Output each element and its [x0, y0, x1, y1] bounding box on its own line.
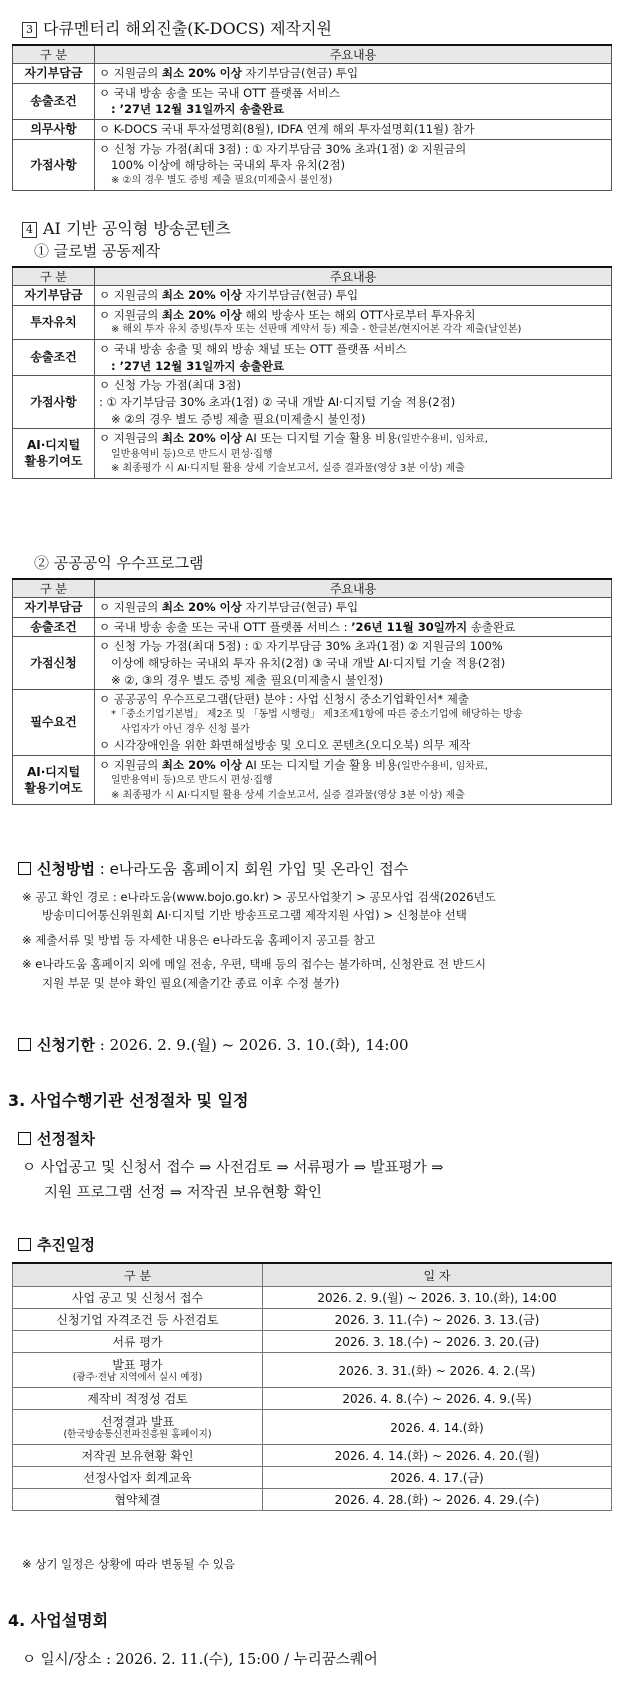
procedure-label: 선정절차 — [37, 1130, 95, 1148]
checkbox-square-icon — [18, 1038, 31, 1051]
kdocs-table — [12, 44, 612, 191]
row-label: AI·디지털 활용기여도 — [13, 755, 95, 805]
apply-method-heading — [18, 858, 408, 879]
schedule-note: ※ 상기 일정은 상황에 따라 변동될 수 있음 — [22, 1557, 235, 1571]
row-label: 송출조건 — [13, 339, 95, 375]
header-content: 주요내용 — [95, 579, 612, 598]
schedule-date: 2026. 3. 18.(수) ~ 2026. 3. 20.(금) — [263, 1331, 612, 1353]
row-label: 송출조건 — [13, 83, 95, 119]
table-header-row — [13, 579, 612, 598]
header-category: 구 분 — [13, 45, 95, 64]
row-content: ㅇ 지원금의 최소 20% 이상 자기부담금(현금) 투입 — [95, 286, 612, 306]
checkbox-square-icon — [18, 862, 31, 875]
table-row — [13, 429, 612, 479]
row-content — [95, 376, 612, 429]
content-line: ㅇ 지원금의 최소 20% 이상 AI 또는 디지털 기술 활용 비용(일반수용비, 임차료, — [99, 431, 488, 446]
header-content: 주요내용 — [95, 267, 612, 286]
schedule-item: 신청기업 자격조건 등 사전검토 — [13, 1309, 263, 1331]
schedule-label: 추진일정 — [37, 1236, 95, 1254]
content-note: 일반용역비 등)으로 반드시 편성·집행 — [111, 775, 273, 787]
row-content — [95, 83, 612, 119]
row-label: 필수요건 — [13, 690, 95, 755]
table-header-row — [13, 45, 612, 64]
schedule-item: 제작비 적정성 검토 — [13, 1388, 263, 1410]
row-label: 가점사항 — [13, 139, 95, 190]
deadline-heading — [18, 1034, 409, 1055]
deadline-text: : 2026. 2. 9.(월) ~ 2026. 3. 10.(화), 14:00 — [99, 1036, 409, 1054]
schedule-date: 2026. 4. 14.(화) — [263, 1410, 612, 1445]
schedule-item: 선정사업자 회계교육 — [13, 1467, 263, 1489]
note-line: ※ 제출서류 및 방법 등 자세한 내용은 e나라도움 홈페이지 공고를 참고 — [22, 932, 376, 947]
content-line: ㅇ 국내 방송 송출 또는 국내 OTT 플랫폼 서비스 — [99, 85, 340, 100]
table-row — [13, 1410, 612, 1445]
table-row — [13, 1445, 612, 1467]
schedule-date: 2026. 4. 8.(수) ~ 2026. 4. 9.(목) — [263, 1388, 612, 1410]
table-row — [13, 637, 612, 690]
content-line: : ① 자기부담금 30% 초과(1점) ② 국내 개발 AI·디지털 기술 적용(2점) — [99, 394, 456, 409]
content-line: ㅇ 시각장애인을 위한 화면해설방송 및 오디오 콘텐츠(오디오북) 의무 제작 — [99, 738, 471, 753]
schedule-date: 2026. 3. 31.(화) ~ 2026. 4. 2.(목) — [263, 1353, 612, 1388]
section-title: 다큐멘터리 해외진출(K-DOCS) 제작지원 — [43, 19, 332, 38]
table-row — [13, 755, 612, 805]
section-heading-kdocs — [22, 16, 332, 39]
row-content — [95, 339, 612, 375]
schedule-date: 2026. 2. 9.(월) ~ 2026. 3. 10.(화), 14:00 — [263, 1287, 612, 1309]
public-program-table — [12, 578, 612, 805]
schedule-item: 사업 공고 및 신청서 접수 — [13, 1287, 263, 1309]
content-line: ㅇ 신청 가능 가점(최대 5점) : ① 자기부담금 30% 초과(1점) ② 지원금의 100% — [99, 639, 503, 654]
global-coproduction-table — [12, 266, 612, 479]
row-label: 투자유치 — [13, 305, 95, 339]
header-content: 주요내용 — [95, 45, 612, 64]
row-content: ㅇ K-DOCS 국내 투자설명회(8월), IDFA 연계 해외 투자설명회(11월) 참가 — [95, 120, 612, 140]
row-label: AI·디지털 활용기여도 — [13, 429, 95, 479]
row-content — [95, 637, 612, 690]
section-title: AI 기반 공익형 방송콘텐츠 — [43, 219, 231, 238]
note-line: 지원 부문 및 분야 확인 필요(제출기간 종료 이후 수정 불가) — [42, 975, 340, 990]
table-row — [13, 120, 612, 140]
schedule-item: 선정결과 발표 (한국방송통신전파진흥원 홈페이지) — [13, 1410, 263, 1445]
table-row — [13, 64, 612, 84]
checkbox-square-icon — [18, 1132, 31, 1145]
schedule-date: 2026. 4. 28.(화) ~ 2026. 4. 29.(수) — [263, 1489, 612, 1511]
content-line: ㅇ 지원금의 최소 20% 이상 AI 또는 디지털 기술 활용 비용(일반수용비, 임차료, — [99, 757, 488, 772]
table-row — [13, 376, 612, 429]
table-row — [13, 339, 612, 375]
procedure-line: 지원 프로그램 선정 ⇒ 저작권 보유현황 확인 — [44, 1185, 322, 1202]
content-line: : ’27년 12월 31일까지 송출완료 — [111, 358, 284, 373]
row-label: 송출조건 — [13, 617, 95, 637]
deadline-label: 신청기한 — [37, 1036, 95, 1054]
note-line: ※ e나라도움 홈페이지 외에 메일 전송, 우편, 택배 등의 접수는 불가하며, 신청완료 전 반드시 — [22, 957, 487, 972]
procedure-heading — [18, 1128, 95, 1149]
schedule-date: 2026. 4. 14.(화) ~ 2026. 4. 20.(월) — [263, 1445, 612, 1467]
table-row — [13, 598, 612, 618]
row-label: 가점사항 — [13, 376, 95, 429]
content-line: ㅇ 지원금의 최소 20% 이상 해외 방송사 또는 해외 OTT사로부터 투자유치 — [99, 307, 476, 322]
apply-method-label: 신청방법 — [37, 860, 95, 878]
row-content: ㅇ 지원금의 최소 20% 이상 자기부담금(현금) 투입 — [95, 598, 612, 618]
table-row — [13, 83, 612, 119]
schedule-item: 서류 평가 — [13, 1331, 263, 1353]
briefing-info: ㅇ 일시/장소 : 2026. 2. 11.(수), 15:00 / 누리꿈스퀘어 — [22, 1652, 378, 1668]
row-content — [95, 755, 612, 805]
row-label: 자기부담금 — [13, 598, 95, 618]
schedule-item: 저작권 보유현황 확인 — [13, 1445, 263, 1467]
content-note: 사업자가 아닌 경우 신청 불가 — [121, 723, 250, 735]
part3-title: 3. 사업수행기관 선정절차 및 일정 — [8, 1091, 249, 1110]
row-label: 자기부담금 — [13, 286, 95, 306]
schedule-heading — [18, 1234, 95, 1255]
table-row — [13, 1331, 612, 1353]
content-line: ㅇ 신청 가능 가점(최대 3점) — [99, 378, 242, 393]
header-date: 일 자 — [263, 1263, 612, 1287]
section-number-box: 3 — [22, 22, 37, 38]
header-category: 구 분 — [13, 267, 95, 286]
content-line: 이상에 해당하는 국내외 투자 유치(2점) ③ 국내 개발 AI·디지털 기술 적용(2점) — [111, 656, 506, 671]
content-line: ㅇ 공공공익 우수프로그램(단편) 분야 : 사업 신청시 중소기업확인서* 제출 — [99, 692, 469, 707]
apply-notes — [22, 888, 612, 992]
content-line: 100% 이상에 해당하는 국내외 투자 유치(2점) — [111, 158, 346, 173]
table-header-row — [13, 267, 612, 286]
table-row — [13, 690, 612, 755]
content-line: ㅇ 국내 방송 송출 및 해외 방송 채널 또는 OTT 플랫폼 서비스 — [99, 341, 407, 356]
note-line: 방송미디어통신위원회 AI·디지털 기반 방송프로그램 제작지원 사업) > 신청분야 선택 — [42, 908, 467, 923]
section-heading-ai — [22, 216, 231, 239]
content-note: ※ ②의 경우 별도 증빙 제출 필요(미제출시 불인정) — [111, 175, 333, 187]
row-content: ㅇ 지원금의 최소 20% 이상 자기부담금(현금) 투입 — [95, 64, 612, 84]
subsection-title-public: ② 공공공익 우수프로그램 — [34, 554, 204, 572]
content-note: *「중소기업기본법」 제2조 및 「동법 시행령」 제3조제1항에 따른 중소기업에 해당하는 방송 — [111, 709, 523, 721]
table-row — [13, 1467, 612, 1489]
table-row — [13, 286, 612, 306]
content-line: ㅇ 신청 가능 가점(최대 3점) : ① 자기부담금 30% 초과(1점) ② 지원금의 — [99, 141, 467, 156]
schedule-table — [12, 1262, 612, 1511]
row-content — [95, 305, 612, 339]
table-row — [13, 1489, 612, 1511]
table-row — [13, 1287, 612, 1309]
procedure-flow — [22, 1156, 612, 1207]
table-header-row — [13, 1263, 612, 1287]
content-note: ※ 해외 투자 유치 증빙(투자 또는 선판매 계약서 등) 제출 - 한글본/현지어본 각각 제출(날인본) — [111, 324, 522, 336]
row-content: ㅇ 국내 방송 송출 또는 국내 OTT 플랫폼 서비스 : ’26년 11월 30일까지 송출완료 — [95, 617, 612, 637]
procedure-line: ㅇ 사업공고 및 신청서 접수 ⇒ 사전검토 ⇒ 서류평가 ⇒ 발표평가 ⇒ — [22, 1160, 444, 1176]
schedule-date: 2026. 4. 17.(금) — [263, 1467, 612, 1489]
schedule-item: 협약체결 — [13, 1489, 263, 1511]
content-line: : ’27년 12월 31일까지 송출완료 — [111, 102, 284, 117]
header-category: 구 분 — [13, 1263, 263, 1287]
part4-title: 4. 사업설명회 — [8, 1611, 109, 1630]
table-row — [13, 305, 612, 339]
content-note: ※ 최종평가 시 AI·디지털 활용 상세 기술보고서, 실증 결과물(영상 3분 이상) 제출 — [111, 789, 465, 801]
schedule-date: 2026. 3. 11.(수) ~ 2026. 3. 13.(금) — [263, 1309, 612, 1331]
content-note: 일반용역비 등)으로 반드시 편성·집행 — [111, 448, 273, 460]
header-category: 구 분 — [13, 579, 95, 598]
section-number-box: 4 — [22, 222, 37, 238]
content-note: ※ ②의 경우 별도 증빙 제출 필요(미제출시 불인정) — [111, 411, 366, 426]
table-row — [13, 1309, 612, 1331]
content-note: ※ ②, ③의 경우 별도 증빙 제출 필요(미제출시 불인정) — [111, 672, 384, 687]
row-label: 자기부담금 — [13, 64, 95, 84]
row-content — [95, 139, 612, 190]
row-content — [95, 429, 612, 479]
row-label: 가점신청 — [13, 637, 95, 690]
subsection-title-global: ① 글로벌 공동제작 — [34, 242, 160, 260]
table-row — [13, 1388, 612, 1410]
table-row — [13, 617, 612, 637]
row-content — [95, 690, 612, 755]
schedule-item: 발표 평가 (광주·전남 지역에서 실시 예정) — [13, 1353, 263, 1388]
checkbox-square-icon — [18, 1238, 31, 1251]
table-row — [13, 1353, 612, 1388]
note-line: ※ 공고 확인 경로 : e나라도움(www.bojo.go.kr) > 공모사업찾기 > 공모사업 검색(2026년도 — [22, 890, 496, 904]
content-note: ※ 최종평가 시 AI·디지털 활용 상세 기술보고서, 실증 결과물(영상 3분 이상) 제출 — [111, 463, 465, 475]
row-label: 의무사항 — [13, 120, 95, 140]
table-row — [13, 139, 612, 190]
apply-method-text: : e나라도움 홈페이지 회원 가입 및 온라인 접수 — [99, 860, 409, 878]
